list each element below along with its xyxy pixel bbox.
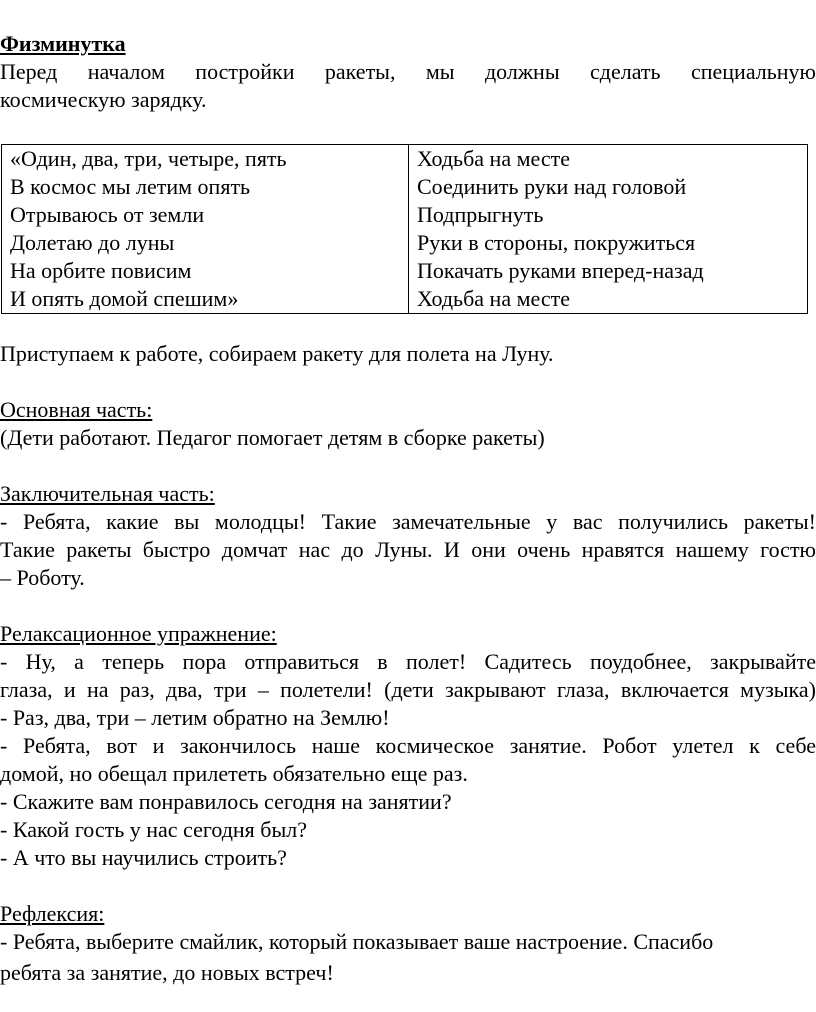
spacer	[0, 314, 816, 340]
verse-line: На орбите повисим	[10, 258, 192, 283]
verse-line: Отрываюсь от земли	[10, 202, 205, 227]
spacer	[0, 114, 816, 144]
table-row	[2, 145, 808, 314]
relaxation-line: - Ну, а теперь пора отправиться в полет! Садитесь поудобнее, закрывайте	[0, 649, 816, 674]
reflection-heading: Рефлексия:	[0, 901, 105, 926]
reflection-line: ребята за занятие, до новых встреч!	[0, 960, 334, 985]
main-part-text: (Дети работают. Педагог помогает детям в сборке ракеты)	[0, 425, 545, 450]
relaxation-line: домой, но обещал прилететь обязательно еще раз.	[0, 761, 468, 786]
relaxation-line: - Ребята, вот и закончилось наше космическое занятие. Робот улетел к себе	[0, 733, 816, 758]
verse-line: В космос мы летим опять	[10, 174, 251, 199]
spacer	[0, 452, 816, 480]
relaxation-line: - Скажите вам понравилось сегодня на занятии?	[0, 789, 452, 814]
final-part-line: Такие ракеты быстро домчат нас до Луны. И они очень нравятся нашему гостю	[0, 537, 816, 562]
movement-line: Покачать руками вперед-назад	[417, 258, 704, 283]
movement-line: Подпрыгнуть	[417, 202, 544, 227]
intro-line-1: Перед началом постройки ракеты, мы должны сделать специальную	[0, 59, 816, 84]
final-part-line: – Роботу.	[0, 565, 85, 590]
document-page	[0, 30, 816, 990]
document-title: Физминутка	[0, 31, 126, 56]
verse-line: И опять домой спешим»	[10, 286, 239, 311]
spacer	[0, 368, 816, 396]
relaxation-line: - Какой гость у нас сегодня был?	[0, 817, 308, 842]
relaxation-heading: Релаксационное упражнение:	[0, 621, 277, 646]
reflection-line: - Ребята, выберите смайлик, который показывает ваше настроение. Спасибо	[0, 929, 714, 954]
verse-line: Долетаю до луны	[10, 230, 175, 255]
movement-cell	[409, 145, 808, 314]
exercise-table	[1, 144, 808, 314]
movement-line: Соединить руки над головой	[417, 174, 687, 199]
movement-line: Ходьба на месте	[417, 146, 570, 171]
relaxation-line: глаза, и на раз, два, три – полетели! (дети закрывают глаза, включается музыка)	[0, 677, 816, 702]
intro-line-2: космическую зарядку.	[0, 87, 207, 112]
main-part-heading: Основная часть:	[0, 397, 153, 422]
verse-line: «Один, два, три, четыре, пять	[10, 146, 287, 171]
movement-line: Ходьба на месте	[417, 286, 570, 311]
verse-cell	[2, 145, 409, 314]
start-work-text: Приступаем к работе, собираем ракету для полета на Луну.	[0, 341, 554, 366]
spacer	[0, 592, 816, 620]
final-part-heading: Заключительная часть:	[0, 481, 215, 506]
relaxation-line: - Раз, два, три – летим обратно на Землю!	[0, 705, 390, 730]
final-part-line: - Ребята, какие вы молодцы! Такие замечательные у вас получились ракеты!	[0, 509, 816, 534]
relaxation-line: - А что вы научились строить?	[0, 845, 287, 870]
movement-line: Руки в стороны, покружиться	[417, 230, 696, 255]
spacer	[0, 872, 816, 900]
